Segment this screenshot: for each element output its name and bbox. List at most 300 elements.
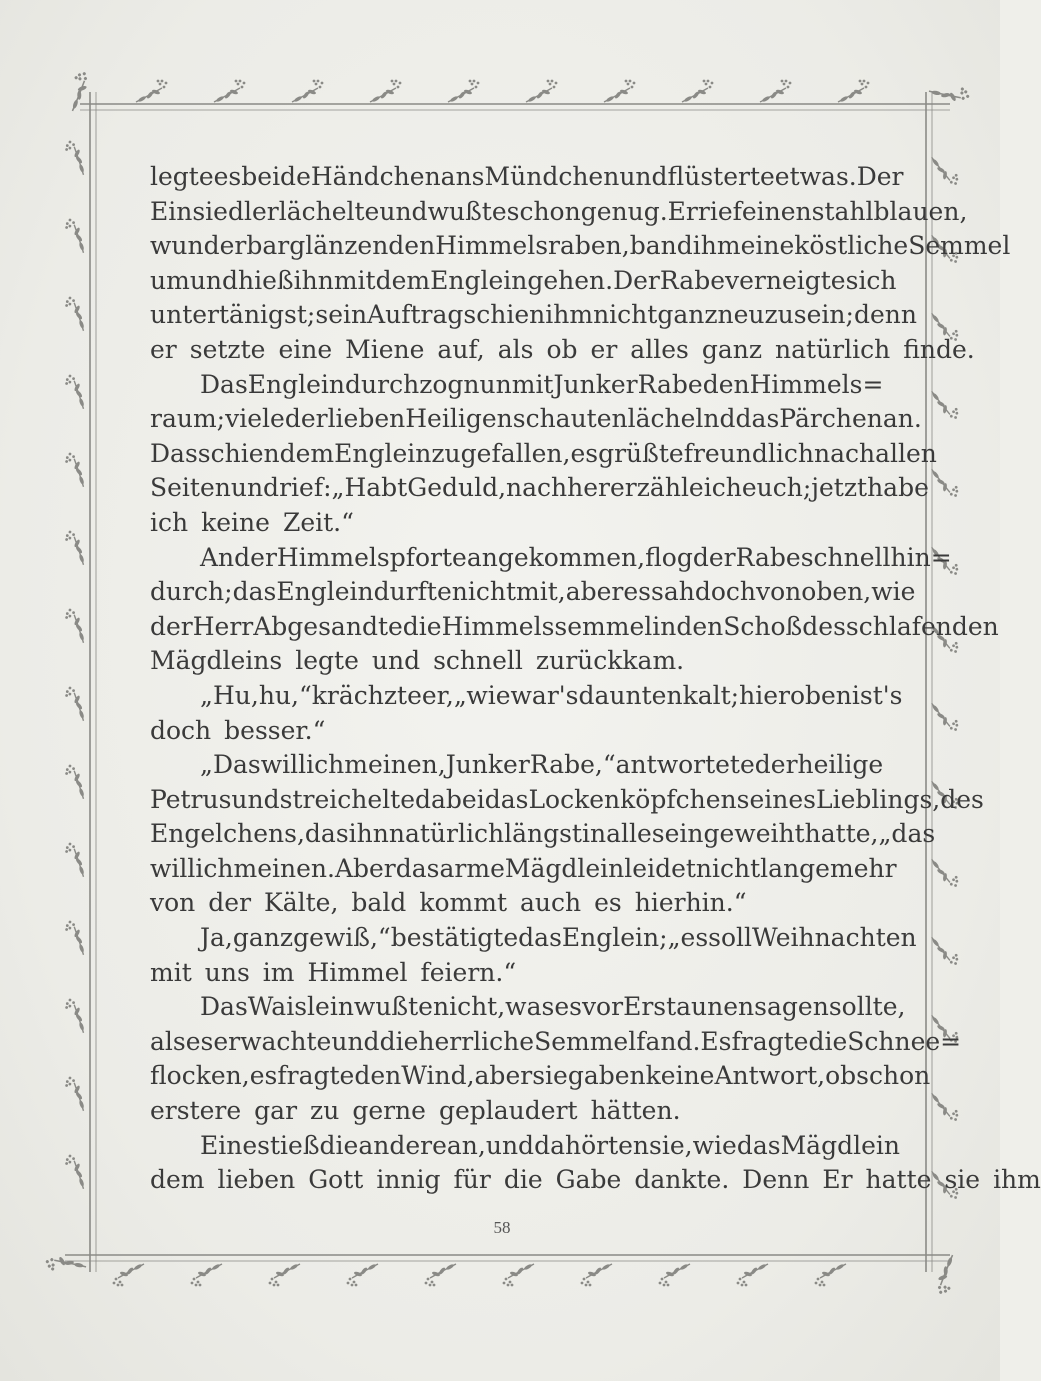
left-ornament-column [61, 140, 89, 1189]
text-line [150, 333, 975, 368]
word: viele [225, 404, 285, 434]
word: ob [546, 334, 578, 364]
word: Der [856, 162, 904, 191]
word: meinen. [233, 853, 335, 883]
floral-sprig-icon [61, 374, 89, 409]
word: lieben [327, 404, 406, 434]
word: Weihnachten [752, 923, 917, 953]
word: kommt [419, 888, 507, 918]
word: und [379, 196, 428, 226]
word: wie [871, 577, 916, 607]
text-line [150, 1163, 1041, 1198]
word: flüsterte [667, 162, 775, 191]
word: jetzt [811, 473, 868, 503]
word: Händchen [310, 162, 441, 191]
word: und [485, 1130, 535, 1160]
word: zu [310, 1096, 340, 1126]
text-line [150, 990, 906, 1025]
word: neu [717, 300, 765, 330]
word: als [150, 1026, 186, 1056]
floral-sprig-icon [61, 1154, 89, 1189]
word: es [249, 1061, 278, 1091]
word: will [150, 853, 196, 883]
text-line [150, 575, 916, 610]
word: euch; [741, 473, 812, 503]
word: erwachte [213, 1026, 332, 1056]
text-line [150, 1059, 931, 1094]
word: mit [150, 957, 192, 987]
word: sah [650, 577, 695, 607]
paragraph [150, 990, 962, 1128]
word: sein; [793, 300, 854, 330]
word: die [319, 1130, 359, 1160]
word: band [629, 231, 693, 261]
word: keine [645, 1061, 715, 1091]
word: genug. [580, 196, 668, 226]
word: der [754, 750, 798, 780]
word: aber [474, 1061, 533, 1091]
word: ihm [545, 300, 594, 330]
word: innig [376, 1165, 441, 1195]
text-line [150, 1025, 962, 1060]
floral-sprig-icon [292, 80, 323, 103]
word: sich [845, 265, 897, 295]
word: „es [667, 923, 709, 953]
word: Mägdlein [504, 853, 625, 883]
text-line [150, 541, 952, 576]
paragraph [150, 679, 903, 748]
word: mit [333, 265, 376, 295]
word: leidet [624, 853, 696, 883]
word: von [756, 577, 802, 607]
word: mit, [516, 577, 566, 607]
word: die [503, 1165, 543, 1195]
word: hätten. [590, 1096, 681, 1126]
word: durchzog [345, 369, 464, 399]
word: alles [606, 819, 665, 849]
word: und [619, 162, 668, 191]
word: schon [506, 196, 581, 226]
word: beide [241, 162, 311, 191]
word: nicht [451, 577, 516, 607]
text-line [150, 783, 984, 818]
word: meinen, [344, 750, 446, 780]
word: Herr [192, 611, 254, 641]
word: soll [708, 923, 753, 953]
word: Er [667, 196, 698, 226]
text-line [150, 644, 870, 679]
word: „das [878, 819, 936, 849]
word: und [331, 1026, 380, 1056]
word: will [260, 750, 307, 780]
word: sein [315, 300, 368, 330]
floral-sprig-icon [347, 1263, 378, 1286]
word: ans [440, 162, 485, 191]
word: an, [446, 1130, 486, 1160]
word: krächzte [311, 680, 422, 710]
word: gehen. [527, 265, 614, 295]
word: wunderbar [150, 231, 290, 261]
word: Er [822, 1165, 853, 1195]
word: Das [200, 992, 248, 1022]
word: zu [764, 300, 794, 330]
word: wußte [353, 992, 433, 1022]
word: doch [694, 577, 756, 607]
word: seines [736, 784, 816, 814]
word: flog [645, 542, 693, 572]
word: das [395, 853, 440, 883]
paragraph [150, 160, 1011, 368]
word: nun [463, 369, 512, 399]
word: feiern.“ [420, 957, 517, 987]
word: Himmelsraben, [435, 231, 630, 261]
text-line [150, 1094, 870, 1129]
word: es [570, 438, 599, 468]
word: heilige [797, 750, 884, 780]
word: oben [789, 680, 852, 710]
word: nachher [506, 473, 611, 503]
word: die [379, 1026, 419, 1056]
text-line [150, 817, 936, 852]
word: längst [504, 819, 582, 849]
word: schien [463, 300, 546, 330]
word: Rabe [637, 369, 703, 399]
word: kalt; [682, 680, 740, 710]
word: nicht, [432, 992, 506, 1022]
word: in [581, 819, 607, 849]
word: fragte [277, 1061, 355, 1091]
floral-sprig-icon [113, 1263, 144, 1286]
word: eine [740, 231, 795, 261]
word: das [304, 819, 349, 849]
word: Himmelssemmel [441, 611, 653, 641]
floral-sprig-icon [61, 530, 89, 565]
word: sie, [649, 1130, 693, 1160]
word: gerne [352, 1096, 426, 1126]
word: hier [739, 680, 790, 710]
word: „wie [453, 680, 511, 710]
word: keine [201, 507, 270, 537]
word: Junker [445, 750, 530, 780]
word: dem [150, 1165, 205, 1195]
floral-sprig-icon [815, 1263, 846, 1286]
word: Englein [430, 265, 528, 295]
word: des [802, 611, 846, 641]
word: An [200, 542, 235, 572]
word: es [185, 1026, 214, 1056]
word: es [554, 992, 582, 1022]
word: Antwort, [714, 1061, 826, 1091]
word: schlafenden [845, 611, 999, 641]
word: Schnee= [847, 1026, 962, 1056]
word: ganz [232, 923, 294, 953]
text-line [150, 679, 903, 714]
floral-sprig-icon [61, 140, 89, 175]
word: erzähle [610, 473, 704, 503]
word: mit [511, 369, 554, 399]
text-line [150, 956, 870, 991]
word: der [692, 542, 736, 572]
word: denn [853, 300, 917, 330]
word: der [284, 404, 328, 434]
word: Petrus [150, 784, 232, 814]
word: dem [375, 265, 431, 295]
word: und [230, 473, 280, 503]
text-line [150, 748, 884, 783]
word: er, [421, 680, 454, 710]
word: hatte [865, 1165, 932, 1195]
floral-sprig-icon [931, 933, 959, 968]
word: gefallen, [460, 438, 571, 468]
floral-sprig-icon [659, 1263, 690, 1286]
word: ich [703, 473, 742, 503]
word: Lieblings, [815, 784, 941, 814]
floral-sprig-icon [61, 764, 89, 799]
word: legte [150, 162, 214, 191]
floral-sprig-icon [136, 80, 167, 103]
floral-sprig-icon [931, 387, 959, 422]
top-ornament-row [57, 70, 972, 114]
word: ihn [293, 265, 334, 295]
word: lächelnd [627, 404, 736, 434]
word: rief: [279, 473, 332, 503]
word: untertänigst; [150, 300, 316, 330]
word: durch; [150, 577, 233, 607]
word: Rabe [659, 265, 725, 295]
word: ganz [701, 334, 763, 364]
floral-sprig-icon [931, 153, 959, 188]
word: arme [439, 853, 505, 883]
paragraph [150, 921, 917, 990]
floral-sprig-icon [425, 1263, 456, 1286]
word: lange [760, 853, 830, 883]
text-line [150, 852, 897, 887]
word: aber [565, 577, 624, 607]
word: der [208, 888, 252, 918]
word: von [150, 888, 196, 918]
word: stieß [257, 1130, 320, 1160]
word: Pärchen [779, 404, 883, 434]
paragraph [150, 368, 937, 541]
floral-sprig-icon [838, 80, 869, 103]
word: glänzenden [289, 231, 436, 261]
word: hieß [238, 265, 294, 295]
word: besser.“ [224, 715, 326, 745]
floral-sprig-icon [526, 80, 557, 103]
word: Mündchen [484, 162, 620, 191]
word: Geduld, [407, 473, 507, 503]
word: finde. [903, 334, 975, 364]
word: das [484, 784, 529, 814]
floral-sprig-icon [737, 1263, 768, 1286]
word: Himmelspforte [276, 542, 467, 572]
word: und [371, 646, 421, 676]
text-line [150, 437, 937, 472]
word: geplaudert [438, 1096, 578, 1126]
word: ihn [348, 819, 389, 849]
word: er [150, 334, 177, 364]
word: gewiß,“ [293, 923, 391, 953]
word: dem [279, 438, 335, 468]
floral-sprig-icon [448, 80, 479, 103]
word: für [453, 1165, 491, 1195]
word: sie [944, 1165, 981, 1195]
word: Denn [742, 1165, 810, 1195]
paragraph [150, 748, 984, 921]
word: rief [697, 196, 742, 226]
word: Heiligen [405, 404, 513, 434]
floral-sprig-icon [191, 1263, 222, 1286]
word: verneigte [725, 265, 846, 295]
word: vor [581, 992, 624, 1022]
word: Himmels= [749, 369, 884, 399]
floral-sprig-icon [44, 1244, 87, 1286]
word: sagen [754, 992, 829, 1022]
word: setzte [189, 334, 266, 364]
word: sollte, [828, 992, 906, 1022]
word: Seiten [150, 473, 231, 503]
paragraph [150, 541, 999, 679]
word: Waislein [247, 992, 354, 1022]
word: die [808, 1026, 848, 1056]
word: Gabe [555, 1165, 622, 1195]
text-line [150, 471, 929, 506]
word: unten [609, 680, 683, 710]
word: war's [510, 680, 579, 710]
floral-sprig-icon [61, 998, 89, 1033]
word: ich [150, 507, 189, 537]
word: es [594, 888, 622, 918]
word: zurückkam. [535, 646, 685, 676]
word: Erstaunen [623, 992, 755, 1022]
word: lieben [217, 1165, 296, 1195]
word: Das [200, 369, 248, 399]
word: herrliche [418, 1026, 535, 1056]
floral-sprig-icon [931, 1089, 959, 1124]
word: obschon [825, 1061, 931, 1091]
word: Es [700, 1026, 732, 1056]
word: Semmel [534, 1026, 637, 1056]
word: wie [692, 1130, 737, 1160]
floral-sprig-icon [928, 72, 971, 114]
word: es [623, 577, 651, 607]
text-line [150, 264, 897, 299]
floral-sprig-icon [61, 1076, 89, 1111]
word: da [534, 1130, 565, 1160]
text-line [150, 229, 1011, 264]
word: lächelte [278, 196, 380, 226]
word: in [652, 611, 677, 641]
word: antwortete [615, 750, 755, 780]
word: streichelte [279, 784, 415, 814]
word: auf, [437, 334, 485, 364]
text-line [150, 886, 870, 921]
floral-sprig-icon [581, 1263, 612, 1286]
word: nicht [593, 300, 658, 330]
text-line [150, 195, 968, 230]
word: etwas. [774, 162, 857, 191]
word: uns [204, 957, 250, 987]
word: oben, [801, 577, 872, 607]
word: schauten [512, 404, 628, 434]
word: Lockenköpfchen [528, 784, 737, 814]
word: eingeweiht [664, 819, 805, 849]
word: und [231, 784, 280, 814]
word: das [736, 1130, 781, 1160]
floral-sprig-icon [269, 1263, 300, 1286]
word: das [735, 404, 780, 434]
word: erstere [150, 1096, 242, 1126]
word: Englein [247, 369, 346, 399]
word: es [213, 162, 242, 191]
text-line [150, 368, 884, 403]
text-line [150, 714, 870, 749]
floral-sprig-icon [61, 608, 89, 643]
word: schnell [800, 542, 891, 572]
page-number: 58 [493, 1218, 511, 1237]
word: Mägdlein [780, 1130, 900, 1160]
floral-sprig-icon [604, 80, 635, 103]
text-line [150, 160, 904, 195]
text-line [150, 921, 917, 956]
word: Eine [200, 1130, 258, 1160]
word: Himmel [307, 957, 408, 987]
word: Gott [308, 1165, 364, 1195]
word: Miene [345, 334, 425, 364]
word: Englein; [561, 923, 668, 953]
floral-sprig-icon [682, 80, 713, 103]
word: Rabe [735, 542, 801, 572]
paragraph [150, 1129, 1041, 1198]
word: den [702, 369, 750, 399]
word: ich [195, 853, 234, 883]
word: um [150, 265, 190, 295]
word: habe [867, 473, 929, 503]
word: zu [431, 438, 461, 468]
word: mehr [829, 853, 897, 883]
floral-sprig-icon [61, 452, 89, 487]
word: raum; [150, 404, 226, 434]
word: natürlich [775, 334, 891, 364]
word: andere [358, 1130, 447, 1160]
word: dankte. [634, 1165, 730, 1195]
word: gar [254, 1096, 298, 1126]
floral-sprig-icon [370, 80, 401, 103]
floral-sprig-icon [61, 842, 89, 877]
word: den [354, 1061, 402, 1091]
word: Englein [334, 438, 432, 468]
word: hu,“ [258, 680, 312, 710]
floral-sprig-icon [57, 70, 100, 112]
word: bestätigte [390, 923, 519, 953]
word: der [234, 542, 277, 572]
word: sie [532, 1061, 568, 1091]
bottom-ornament-row [44, 1244, 969, 1296]
word: Zeit.“ [282, 507, 354, 537]
word: schnell [433, 646, 523, 676]
word: an. [882, 404, 922, 434]
word: Englein [276, 577, 374, 607]
body-text [150, 160, 1041, 1198]
word: Junker [553, 369, 638, 399]
word: freundlich [683, 438, 814, 468]
word: Aber [334, 853, 396, 883]
word: hatte, [804, 819, 879, 849]
word: Wind, [401, 1061, 475, 1091]
floral-sprig-icon [61, 686, 89, 721]
floral-sprig-icon [931, 699, 959, 734]
word: Auftrag [367, 300, 464, 330]
